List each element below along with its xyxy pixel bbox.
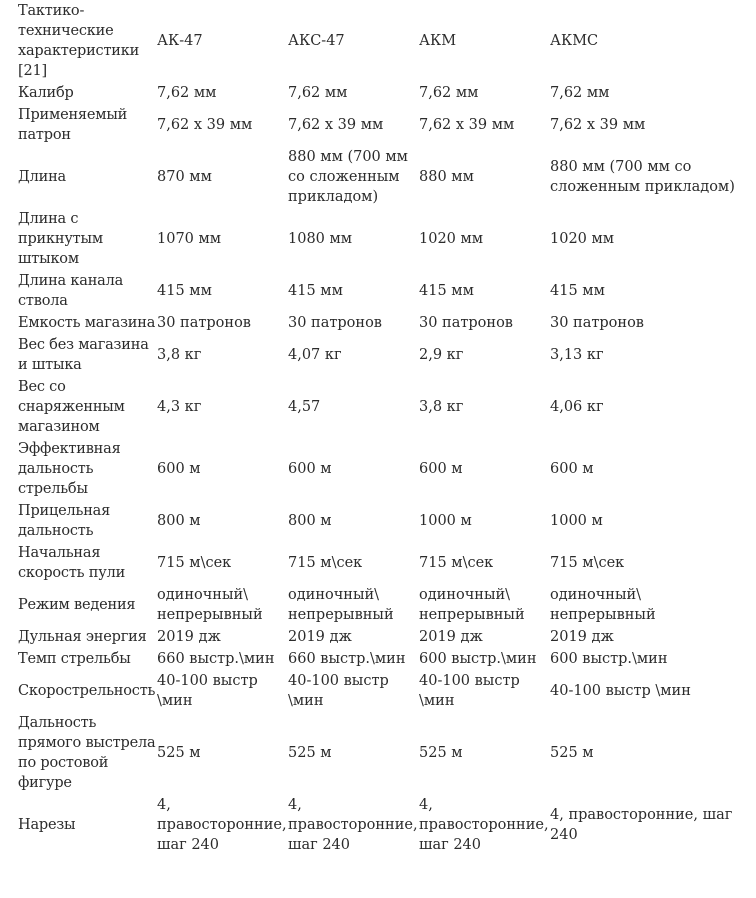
value-cell: 880 мм (419, 169, 474, 185)
value-cell: 870 мм (157, 169, 212, 185)
value-cell: 2019 дж (419, 629, 483, 645)
value-cell: 1020 мм (419, 231, 484, 247)
value-cell: 2,9 кг (419, 347, 464, 363)
specs-table-body (18, 82, 748, 856)
table-row (18, 626, 748, 648)
table-row (18, 82, 748, 104)
specs-table (18, 0, 748, 856)
value-cell: 415 мм (550, 283, 605, 299)
row-label: Темп стрельбы (18, 651, 131, 667)
row-label: Дальность прямого выстрела по ростовой фигуре (18, 715, 156, 791)
value-cell: 30 патронов (157, 315, 251, 331)
row-label: Начальная скорость пули (18, 545, 126, 581)
row-label: Нарезы (18, 817, 76, 833)
table-row (18, 500, 748, 542)
row-label: Дульная энергия (18, 629, 147, 645)
row-label: Прицельная дальность (18, 503, 111, 539)
value-cell: 7,62 x 39 мм (419, 117, 515, 133)
value-cell: 715 м\сек (288, 555, 363, 571)
table-row (18, 376, 748, 438)
header-cell: АК-47 (157, 33, 203, 49)
value-cell: 4, правосторонние, шаг 240 (157, 797, 287, 853)
row-label: Применяемый патрон (18, 107, 128, 143)
value-cell: 4, правосторонние, шаг 240 (550, 807, 733, 843)
value-cell: 40-100 выстр \мин (288, 673, 389, 709)
table-row (18, 794, 748, 856)
value-cell: 415 мм (288, 283, 343, 299)
header-cell: АКМС (550, 33, 599, 49)
value-cell: 660 выстр.\мин (288, 651, 406, 667)
value-cell: 7,62 мм (157, 85, 217, 101)
value-cell: 3,8 кг (419, 399, 464, 415)
value-cell: 4, правосторонние, шаг 240 (288, 797, 418, 853)
value-cell: 7,62 x 39 мм (157, 117, 253, 133)
value-cell: одиночный\ непрерывный (288, 587, 394, 623)
value-cell: 40-100 выстр \мин (419, 673, 520, 709)
row-label: Длина с прикнутым штыком (18, 211, 103, 267)
value-cell: 30 патронов (419, 315, 513, 331)
value-cell: 415 мм (157, 283, 212, 299)
value-cell: 3,8 кг (157, 347, 202, 363)
value-cell: одиночный\ непрерывный (419, 587, 525, 623)
value-cell: 600 м (550, 461, 594, 477)
value-cell: одиночный\ непрерывный (157, 587, 263, 623)
value-cell: 7,62 мм (419, 85, 479, 101)
value-cell: 525 м (550, 745, 594, 761)
value-cell: 7,62 мм (550, 85, 610, 101)
value-cell: 30 патронов (288, 315, 382, 331)
table-row (18, 712, 748, 794)
table-row (18, 438, 748, 500)
value-cell: 525 м (157, 745, 201, 761)
value-cell: 600 выстр.\мин (550, 651, 668, 667)
table-row (18, 670, 748, 712)
value-cell: 7,62 x 39 мм (550, 117, 646, 133)
value-cell: 1080 мм (288, 231, 353, 247)
value-cell: 600 м (288, 461, 332, 477)
value-cell: 4, правосторонние, шаг 240 (419, 797, 549, 853)
value-cell: 800 м (157, 513, 201, 529)
value-cell: 7,62 мм (288, 85, 348, 101)
table-row (18, 270, 748, 312)
value-cell: 880 мм (700 мм со сложенным прикладом) (550, 159, 735, 195)
value-cell: 1000 м (550, 513, 603, 529)
row-label: Длина канала ствола (18, 273, 124, 309)
value-cell: одиночный\ непрерывный (550, 587, 656, 623)
value-cell: 40-100 выстр \мин (550, 683, 691, 699)
value-cell: 600 выстр.\мин (419, 651, 537, 667)
row-label: Вес без магазина и штыка (18, 337, 149, 373)
value-cell: 1070 мм (157, 231, 222, 247)
table-row (18, 146, 748, 208)
value-cell: 2019 дж (157, 629, 221, 645)
header-cell: АКМ (419, 33, 457, 49)
value-cell: 660 выстр.\мин (157, 651, 275, 667)
table-row (18, 104, 748, 146)
value-cell: 715 м\сек (157, 555, 232, 571)
row-label: Эффективная дальность стрельбы (18, 441, 121, 497)
value-cell: 525 м (288, 745, 332, 761)
value-cell: 2019 дж (550, 629, 614, 645)
header-row (18, 0, 748, 82)
value-cell: 30 патронов (550, 315, 644, 331)
value-cell: 4,06 кг (550, 399, 604, 415)
row-label: Длина (18, 169, 66, 185)
header-cell: Тактико-технические характеристики [21] (18, 3, 140, 79)
row-label: Вес со снаряженным магазином (18, 379, 125, 435)
table-row (18, 542, 748, 584)
row-label: Калибр (18, 85, 74, 101)
value-cell: 600 м (157, 461, 201, 477)
value-cell: 525 м (419, 745, 463, 761)
specs-table-head (18, 0, 748, 82)
value-cell: 3,13 кг (550, 347, 604, 363)
row-label: Емкость магазина (18, 315, 156, 331)
table-row (18, 648, 748, 670)
table-row (18, 584, 748, 626)
table-row (18, 208, 748, 270)
value-cell: 4,57 (288, 399, 321, 415)
value-cell: 2019 дж (288, 629, 352, 645)
value-cell: 1000 м (419, 513, 472, 529)
value-cell: 7,62 x 39 мм (288, 117, 384, 133)
value-cell: 4,3 кг (157, 399, 202, 415)
table-row (18, 334, 748, 376)
header-cell: АКС-47 (288, 33, 345, 49)
table-row (18, 312, 748, 334)
value-cell: 600 м (419, 461, 463, 477)
value-cell: 715 м\сек (550, 555, 625, 571)
value-cell: 1020 мм (550, 231, 615, 247)
value-cell: 800 м (288, 513, 332, 529)
row-label: Режим ведения (18, 597, 136, 613)
value-cell: 40-100 выстр \мин (157, 673, 258, 709)
value-cell: 715 м\сек (419, 555, 494, 571)
value-cell: 880 мм (700 мм со сложенным прикладом) (288, 149, 408, 205)
value-cell: 415 мм (419, 283, 474, 299)
value-cell: 4,07 кг (288, 347, 342, 363)
row-label: Скорострельность (18, 683, 156, 699)
